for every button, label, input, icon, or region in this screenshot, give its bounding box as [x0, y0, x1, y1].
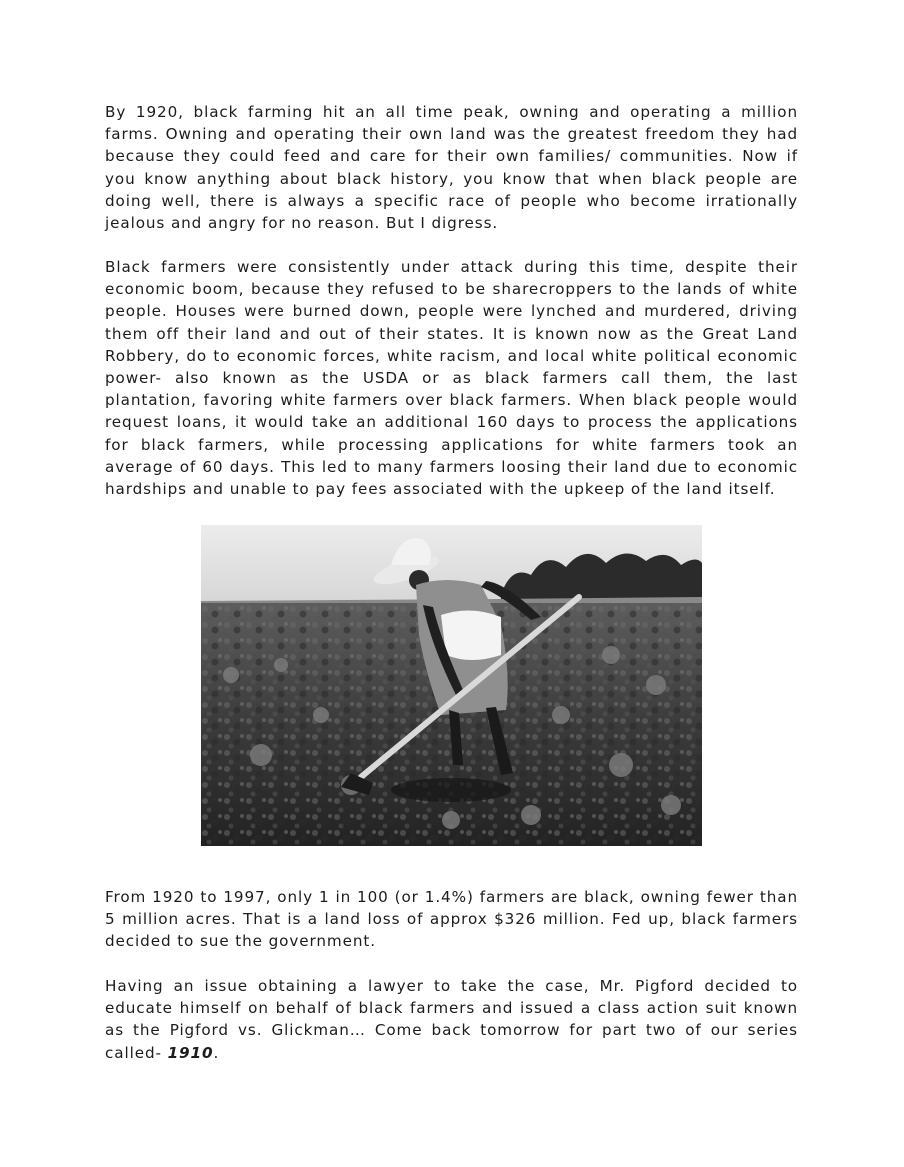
farm-field-illustration	[201, 525, 702, 846]
farmer-hoeing-photo	[201, 525, 702, 846]
pigford-text: Having an issue obtaining a lawyer to take the case, Mr. Pigford decided to educate himself on behalf of black farmers and issued a class action suit known as the Pigford vs. Glickman… Come back tomorrow for part two of our series called-	[105, 977, 798, 1062]
paragraph-attack: Black farmers were consistently under attack during this time, despite their economic boom, because they refused to be sharecroppers to the lands of white people. Houses were burned down, people were lynched and murdered, driving them off their land and out of their states. It is known now as the Great Land Robbery, do to economic forces, white racism, and local white political economic power- also known as the USDA or as black farmers call them, the last plantation, favoring white farmers over black farmers. When black people would request loans, it would take an additional 160 days to process the applications for black farmers, while processing applications for white farmers took an average of 60 days. This led to many farmers loosing their land due to economic hardships and unable to pay fees associated with the upkeep of the land itself.	[105, 258, 798, 499]
paragraph-peak: By 1920, black farming hit an all time peak, owning and operating a million farms. Owning and operating their own land was the greatest freedom they had because they could feed and care for their own families/ communities. Now if you know anything about black history, you know that when black people are doing well, there is always a specific race of people who become irrationally jealous and angry for no reason. But I digress.	[105, 103, 798, 233]
paragraph-land-loss: From 1920 to 1997, only 1 in 100 (or 1.4%) farmers are black, owning fewer than 5 million acres. That is a land loss of approx $326 million. Fed up, black farmers decided to sue the government.	[105, 888, 798, 951]
series-title-1910: 1910	[167, 1043, 214, 1062]
final-period: .	[213, 1043, 220, 1062]
paragraph-pigford	[105, 975, 798, 1064]
